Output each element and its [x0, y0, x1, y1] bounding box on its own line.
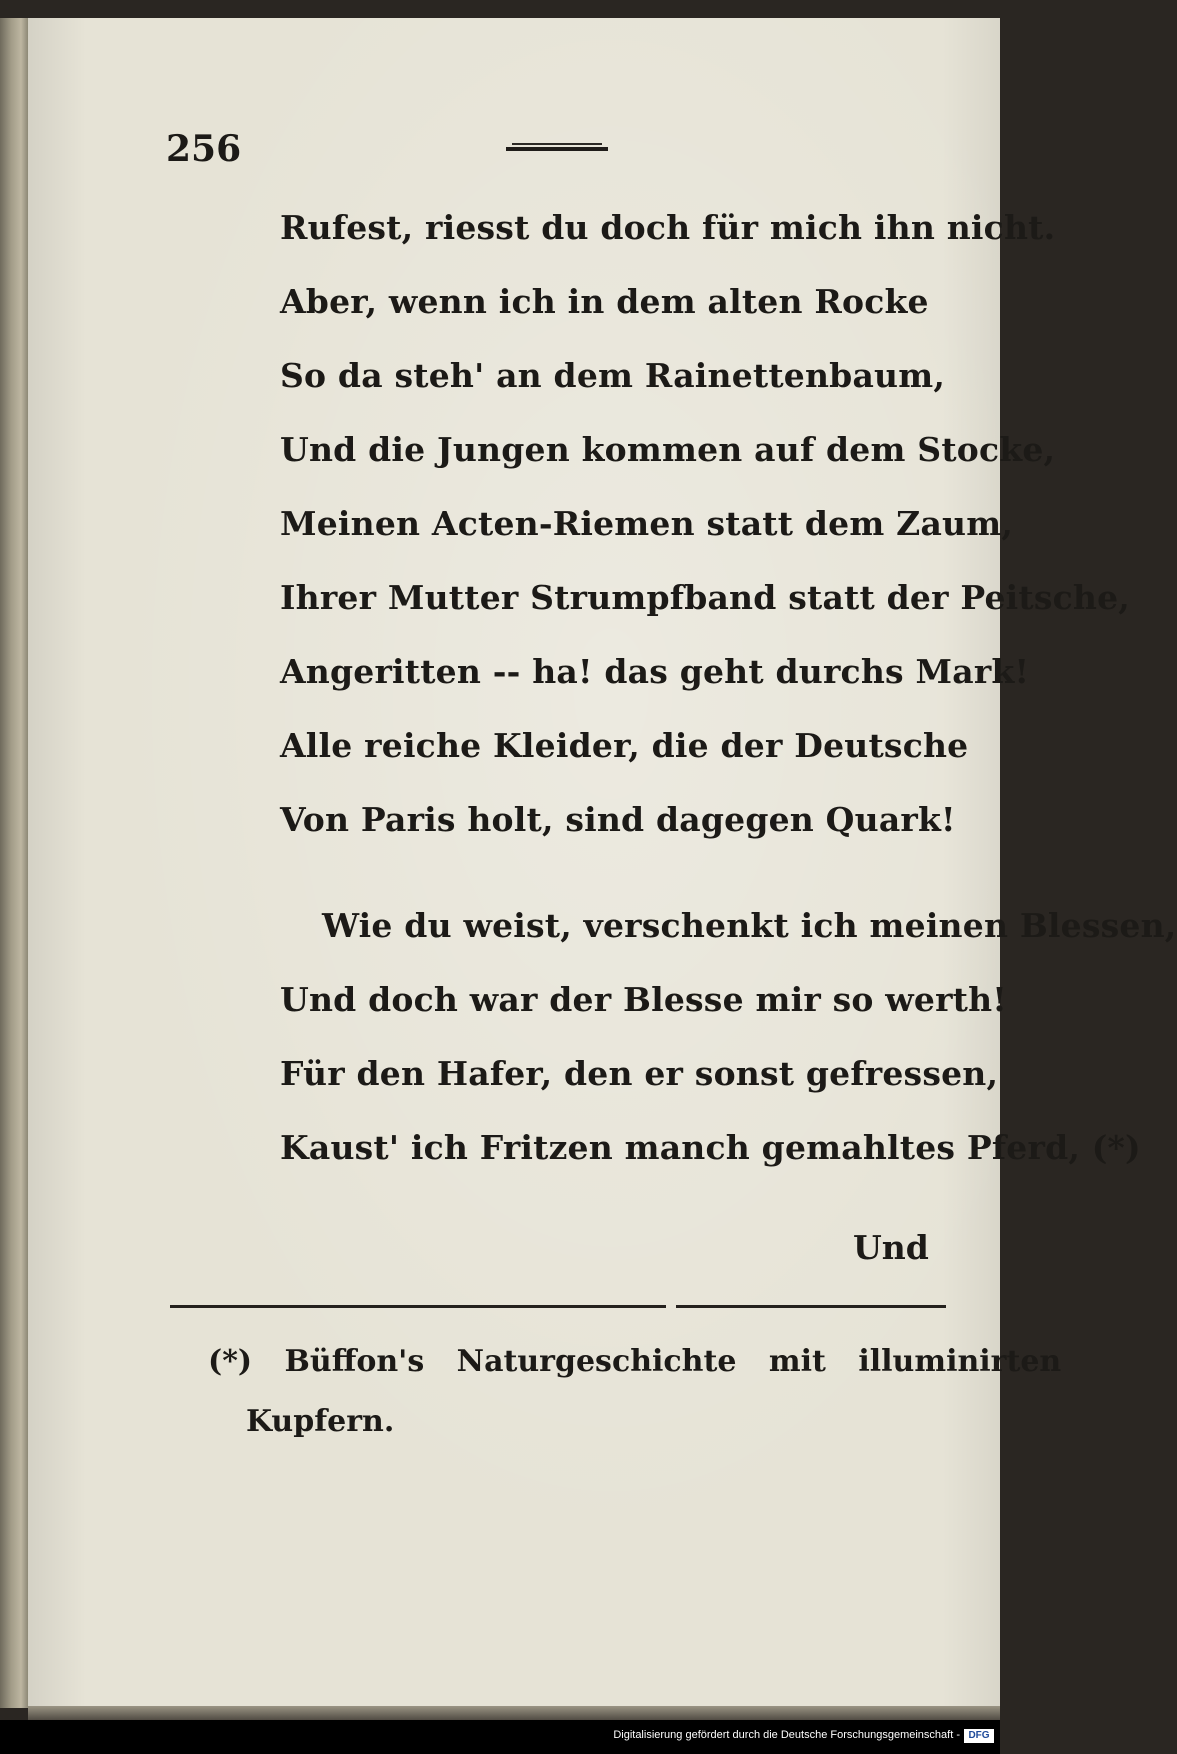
poem-line: Ihrer Mutter Strumpfband statt der Peitsche,: [280, 578, 1130, 617]
poem-line: Für den Hafer, den er sonst gefressen,: [280, 1054, 999, 1093]
header-rule: [506, 143, 608, 151]
footnote-rule-right: [676, 1305, 946, 1308]
page-number: 256: [166, 128, 242, 170]
poem-line: Und die Jungen kommen auf dem Stocke,: [280, 430, 1056, 469]
poem-line: Und doch war der Blesse mir so werth!: [280, 980, 1007, 1019]
poem-line: Kaust' ich Fritzen manch gemahltes Pferd, (*): [280, 1128, 1141, 1167]
book-binding: [0, 18, 28, 1708]
catchword: Und: [853, 1228, 929, 1267]
poem-line: Meinen Acten-Riemen statt dem Zaum,: [280, 504, 1014, 543]
poem-line: Aber, wenn ich in dem alten Rocke: [280, 282, 929, 321]
poem-line: Rufest, riesst du doch für mich ihn nicht.: [280, 208, 1056, 247]
poem-line: Angeritten -- ha! das geht durchs Mark!: [280, 652, 1030, 691]
poem-line: So da steh' an dem Rainettenbaum,: [280, 356, 946, 395]
book-page: [28, 18, 1000, 1706]
footnote-line: Kupfern.: [246, 1404, 395, 1439]
header-rule-thick: [506, 147, 608, 151]
credit-bar: [0, 1720, 1000, 1754]
header-rule-thin: [512, 143, 602, 145]
footnote-line: (*) Büffon's Naturgeschichte mit illuminirten: [208, 1344, 1062, 1379]
funding-credit: Digitalisierung gefördert durch die Deutsche Forschungsgemeinschaft -: [613, 1729, 960, 1741]
poem-line: Wie du weist, verschenkt ich meinen Blessen,: [322, 906, 1177, 945]
dfg-logo: DFG: [964, 1729, 994, 1743]
poem-line: Alle reiche Kleider, die der Deutsche: [280, 726, 969, 765]
page-bottom-edge: [28, 1706, 1000, 1720]
poem-line: Von Paris holt, sind dagegen Quark!: [280, 800, 956, 839]
footnote-rule-left: [170, 1305, 666, 1308]
